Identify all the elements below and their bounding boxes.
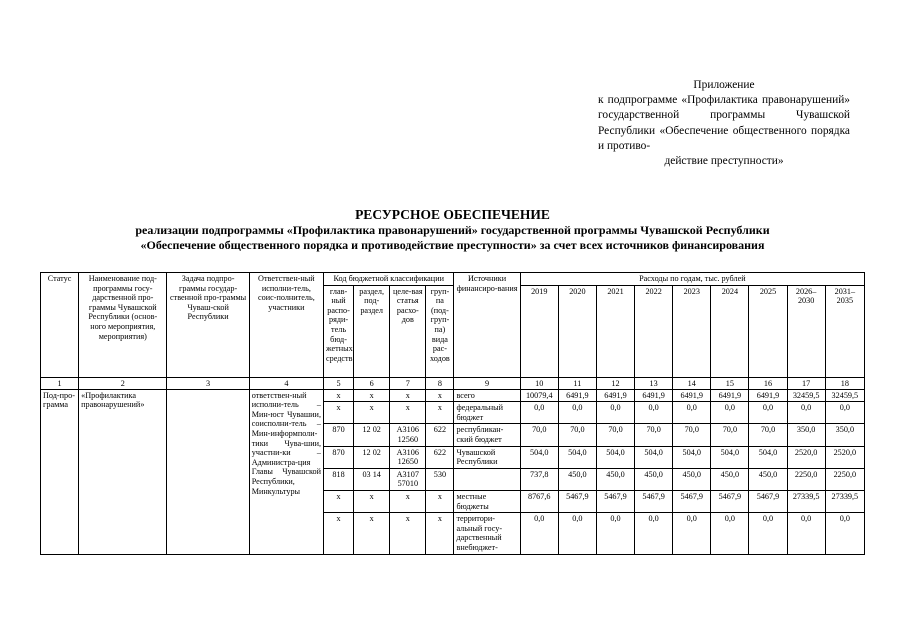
column-number: 13 — [635, 377, 673, 389]
resource-table — [40, 272, 865, 555]
header-code-section: раздел, под-раздел — [354, 285, 390, 377]
cell-value: 0,0 — [673, 513, 711, 554]
title-line-2: реализации подпрограммы «Профилактика правонарушений» государственной программы Чувашской Республики — [135, 222, 770, 237]
cell-value: 6491,9 — [635, 389, 673, 402]
cell-value: 5467,9 — [596, 490, 634, 512]
column-number: 7 — [390, 377, 426, 389]
column-number: 15 — [711, 377, 749, 389]
cell-value: 70,0 — [673, 424, 711, 446]
column-number: 12 — [596, 377, 634, 389]
cell-value: 0,0 — [749, 402, 787, 424]
header-year: 2026–2030 — [787, 285, 825, 377]
cell-value: 450,0 — [635, 468, 673, 490]
column-number: 9 — [454, 377, 520, 389]
title-main: РЕСУРСНОЕ ОБЕСПЕЧЕНИЕ — [355, 207, 550, 222]
cell-value: 504,0 — [711, 446, 749, 468]
cell-value: 5467,9 — [711, 490, 749, 512]
cell-group: x — [426, 490, 454, 512]
cell-value: 0,0 — [711, 402, 749, 424]
cell-value: 504,0 — [558, 446, 596, 468]
cell-value: 504,0 — [673, 446, 711, 468]
cell-value: 0,0 — [635, 513, 673, 554]
column-number: 10 — [520, 377, 558, 389]
column-number: 1 — [41, 377, 79, 389]
cell-value: 737,8 — [520, 468, 558, 490]
cell-value: 450,0 — [558, 468, 596, 490]
column-number: 6 — [354, 377, 390, 389]
header-year: 2022 — [635, 285, 673, 377]
cell-value: 32459,5 — [787, 389, 825, 402]
header-year: 2020 — [558, 285, 596, 377]
column-number: 5 — [324, 377, 354, 389]
cell-value: 6491,9 — [558, 389, 596, 402]
cell-section: x — [354, 402, 390, 424]
cell-target: x — [390, 402, 426, 424]
cell-gr: 870 — [324, 446, 354, 468]
cell-value: 0,0 — [635, 402, 673, 424]
cell-target: А3106 12560 — [390, 424, 426, 446]
cell-value: 0,0 — [787, 513, 825, 554]
header-row-1 — [41, 273, 865, 286]
appendix-note — [598, 78, 850, 169]
cell-group: 622 — [426, 424, 454, 446]
cell-group: 622 — [426, 446, 454, 468]
header-responsible: Ответствен-ный исполни-тель, соис-полнитель, участники — [249, 273, 323, 378]
cell-value: 450,0 — [673, 468, 711, 490]
cell-source — [454, 468, 520, 490]
cell-target: А3106 12650 — [390, 446, 426, 468]
row-responsible: ответствен-ный исполни-тель – Мин-юст Чувашии, соисполни-тель – Мин-информполи-тики Чува-шии, участни-ки – Администра-ция Главы Чувашской Республики, Минкультуры — [249, 389, 323, 554]
header-budget-code: Код бюджетной классификации — [324, 273, 454, 286]
cell-group: x — [426, 389, 454, 402]
cell-gr: 818 — [324, 468, 354, 490]
cell-value: 27339,5 — [825, 490, 864, 512]
cell-value: 0,0 — [558, 402, 596, 424]
cell-group: x — [426, 402, 454, 424]
appendix-heading: Приложение — [693, 79, 755, 91]
cell-value: 0,0 — [825, 402, 864, 424]
cell-source: местные бюджеты — [454, 490, 520, 512]
cell-value: 0,0 — [558, 513, 596, 554]
cell-target: x — [390, 389, 426, 402]
header-year: 2024 — [711, 285, 749, 377]
cell-value: 504,0 — [749, 446, 787, 468]
header-name: Наименование под-программы госу-дарственной про-граммы Чувашской Республики (основ-ного мероприятия, мероприятия) — [79, 273, 167, 378]
cell-gr: x — [324, 513, 354, 554]
cell-value: 450,0 — [596, 468, 634, 490]
cell-value: 10079,4 — [520, 389, 558, 402]
cell-value: 0,0 — [520, 402, 558, 424]
header-code-gr: глав-ный распо-ряди-тель бюд-жетных средств — [324, 285, 354, 377]
cell-value: 504,0 — [520, 446, 558, 468]
cell-section: x — [354, 389, 390, 402]
header-sources: Источники финансиро-вания — [454, 273, 520, 378]
header-status: Статус — [41, 273, 79, 378]
cell-value: 0,0 — [749, 513, 787, 554]
header-year: 2019 — [520, 285, 558, 377]
cell-source: всего — [454, 389, 520, 402]
header-task: Задача подпро-граммы государ-ственной про-граммы Чуваш-ской Республики — [167, 273, 249, 378]
cell-value: 6491,9 — [711, 389, 749, 402]
row-name: «Профилактика правонарушений» — [79, 389, 167, 554]
header-code-group: груп-па (под-груп-па) вида рас-ходов — [426, 285, 454, 377]
appendix-text-end: действие преступности» — [664, 155, 784, 168]
column-number: 18 — [825, 377, 864, 389]
table-row — [41, 389, 865, 402]
cell-section: 12 02 — [354, 446, 390, 468]
header-expenses: Расходы по годам, тыс. рублей — [520, 273, 864, 286]
cell-value: 450,0 — [711, 468, 749, 490]
cell-gr: x — [324, 490, 354, 512]
column-number: 3 — [167, 377, 249, 389]
cell-source: территори-альный госу-дарственный внебюджет- — [454, 513, 520, 554]
column-number: 2 — [79, 377, 167, 389]
cell-target: А3107 57010 — [390, 468, 426, 490]
cell-value: 0,0 — [787, 402, 825, 424]
cell-value: 2520,0 — [787, 446, 825, 468]
cell-value: 350,0 — [825, 424, 864, 446]
header-year: 2031–2035 — [825, 285, 864, 377]
cell-value: 2250,0 — [825, 468, 864, 490]
cell-gr: 870 — [324, 424, 354, 446]
cell-value: 2520,0 — [825, 446, 864, 468]
cell-value: 70,0 — [558, 424, 596, 446]
cell-value: 5467,9 — [749, 490, 787, 512]
row-task — [167, 389, 249, 554]
cell-section: x — [354, 513, 390, 554]
appendix-text: к подпрограмме «Профилактика правонарушений» государственной программы Чувашской Республики «Обеспечение общественного порядка и противо- — [598, 94, 850, 152]
cell-value: 5467,9 — [635, 490, 673, 512]
cell-value: 5467,9 — [558, 490, 596, 512]
header-year: 2025 — [749, 285, 787, 377]
column-number: 17 — [787, 377, 825, 389]
cell-value: 8767,6 — [520, 490, 558, 512]
cell-value: 450,0 — [749, 468, 787, 490]
cell-value: 0,0 — [596, 402, 634, 424]
cell-value: 0,0 — [825, 513, 864, 554]
cell-source: Чувашской Республики — [454, 446, 520, 468]
cell-section: x — [354, 490, 390, 512]
column-number-row — [41, 377, 865, 389]
cell-value: 504,0 — [596, 446, 634, 468]
cell-value: 70,0 — [635, 424, 673, 446]
cell-value: 70,0 — [749, 424, 787, 446]
cell-value: 0,0 — [596, 513, 634, 554]
column-number: 4 — [249, 377, 323, 389]
title-line-3: «Обеспечение общественного порядка и противодействие преступности» за счет всех источников финансирования — [140, 238, 765, 252]
cell-target: x — [390, 513, 426, 554]
cell-source: республикан-ский бюджет — [454, 424, 520, 446]
cell-value: 504,0 — [635, 446, 673, 468]
cell-section: 12 02 — [354, 424, 390, 446]
cell-group: x — [426, 513, 454, 554]
cell-value: 70,0 — [596, 424, 634, 446]
cell-source: федеральный бюджет — [454, 402, 520, 424]
column-number: 14 — [673, 377, 711, 389]
cell-value: 0,0 — [711, 513, 749, 554]
document-title — [40, 207, 865, 254]
cell-value: 32459,5 — [825, 389, 864, 402]
cell-gr: x — [324, 389, 354, 402]
cell-section: 03 14 — [354, 468, 390, 490]
column-number: 8 — [426, 377, 454, 389]
cell-value: 6491,9 — [596, 389, 634, 402]
cell-value: 70,0 — [520, 424, 558, 446]
cell-value: 6491,9 — [673, 389, 711, 402]
header-year: 2023 — [673, 285, 711, 377]
cell-value: 0,0 — [520, 513, 558, 554]
cell-value: 6491,9 — [749, 389, 787, 402]
cell-group: 530 — [426, 468, 454, 490]
column-number: 16 — [749, 377, 787, 389]
cell-value: 0,0 — [673, 402, 711, 424]
cell-value: 2250,0 — [787, 468, 825, 490]
cell-value: 5467,9 — [673, 490, 711, 512]
row-status: Под-про-грамма — [41, 389, 79, 554]
cell-value: 70,0 — [711, 424, 749, 446]
column-number: 11 — [558, 377, 596, 389]
header-code-target: целе-вая статья расхо-дов — [390, 285, 426, 377]
cell-value: 27339,5 — [787, 490, 825, 512]
header-year: 2021 — [596, 285, 634, 377]
cell-target: x — [390, 490, 426, 512]
cell-value: 350,0 — [787, 424, 825, 446]
cell-gr: x — [324, 402, 354, 424]
